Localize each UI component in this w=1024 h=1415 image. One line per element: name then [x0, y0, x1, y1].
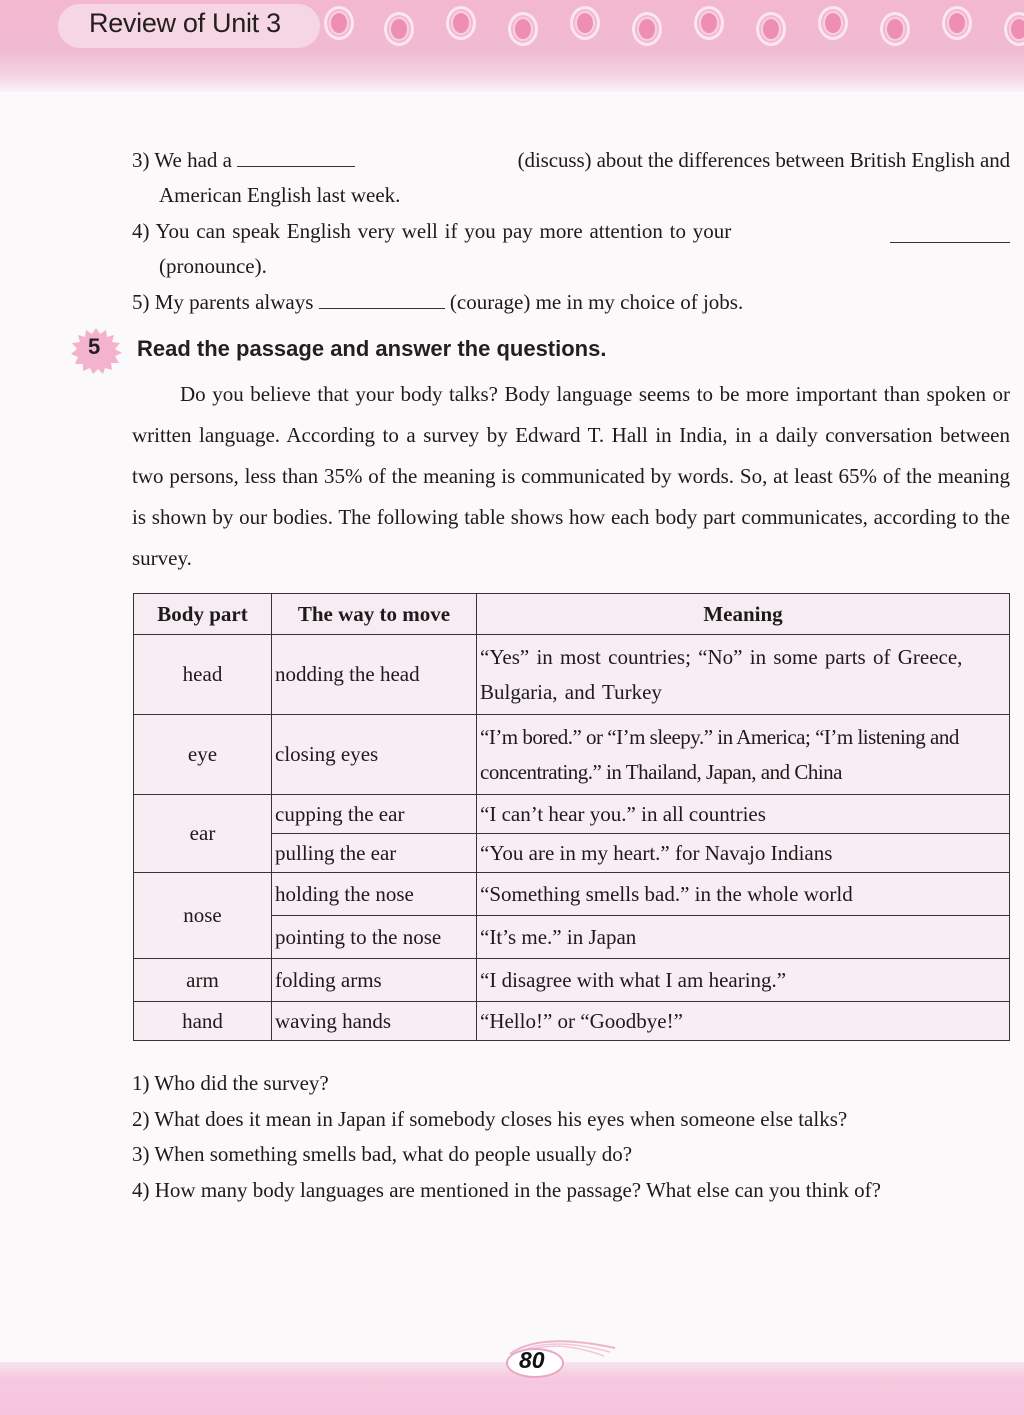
meaning-cell: “You are in my heart.” for Navajo Indians	[477, 834, 1010, 873]
section-number: 5	[88, 334, 101, 359]
concentric-ring-icon	[942, 6, 972, 40]
concentric-ring-icon	[570, 6, 600, 40]
body-part-cell: head	[134, 635, 272, 715]
meaning-cell: “Yes” in most countries; “No” in some parts of Greece, Bulgaria, and Turkey	[477, 635, 1010, 715]
table-row	[134, 795, 1010, 834]
table-row	[134, 1002, 1010, 1041]
table-row	[134, 715, 1010, 795]
body-part-cell: arm	[134, 959, 272, 1002]
concentric-ring-icon	[1004, 12, 1024, 46]
exercise-item-5: 5) My parents always (courage) me in my choice of jobs.	[132, 290, 744, 314]
table-header-row	[134, 594, 1010, 635]
page-number: 80	[519, 1347, 545, 1373]
question-item: 2) What does it mean in Japan if somebody closes his eyes when someone else talks?	[132, 1106, 848, 1131]
concentric-ring-icon	[818, 6, 848, 40]
movement-cell: waving hands	[272, 1002, 477, 1041]
unit-title: Review of Unit 3	[89, 8, 281, 38]
unit-header-band	[0, 0, 1024, 92]
body-part-cell: eye	[134, 715, 272, 795]
concentric-ring-icon	[446, 6, 476, 40]
meaning-cell: “I can’t hear you.” in all countries	[477, 795, 1010, 834]
column-header: Meaning	[477, 594, 1010, 635]
table-row	[134, 959, 1010, 1002]
movement-cell: holding the nose	[272, 873, 477, 916]
column-header: Body part	[134, 594, 272, 635]
concentric-ring-icon	[384, 12, 414, 46]
meaning-cell: “Something smells bad.” in the whole world	[477, 873, 1010, 916]
concentric-ring-icon	[632, 12, 662, 46]
movement-cell: pulling the ear	[272, 834, 477, 873]
body-part-cell: nose	[134, 873, 272, 959]
question-item: 1) Who did the survey?	[132, 1071, 329, 1095]
body-part-cell: ear	[134, 795, 272, 873]
section-title: Read the passage and answer the questions.	[137, 336, 607, 361]
movement-cell: cupping the ear	[272, 795, 477, 834]
meaning-cell: “Hello!” or “Goodbye!”	[477, 1002, 1010, 1041]
question-list	[132, 1066, 881, 1208]
meaning-cell: “I’m bored.” or “I’m sleepy.” in America; “I’m listening and concentrating.” in Thailand, Japan, and China	[477, 715, 1010, 795]
meaning-cell: “It’s me.” in Japan	[477, 916, 1010, 959]
answer-blank[interactable]	[319, 307, 445, 309]
movement-cell: nodding the head	[272, 635, 477, 715]
answer-blank[interactable]	[237, 165, 355, 167]
exercise-item-3: 3) We had a (discuss) about the differences between British English and American English last week.	[132, 148, 1010, 207]
reading-passage: Do you believe that your body talks? Body language seems to be more important than spoken or written language. According to a survey by Edward T. Hall in India, in a daily conversation between two persons, less than 35% of the meaning is communicated by words. So, at least 65% of the meaning is shown by our bodies. The following table shows how each body part communicates, according to the survey.	[132, 382, 1010, 570]
body-part-cell: hand	[134, 1002, 272, 1041]
column-header: The way to move	[272, 594, 477, 635]
body-language-table	[133, 593, 1010, 1041]
concentric-ring-icon	[880, 12, 910, 46]
concentric-ring-icon	[756, 12, 786, 46]
table-row	[134, 635, 1010, 715]
concentric-ring-icon	[508, 12, 538, 46]
concentric-ring-icon	[324, 6, 354, 40]
decorative-rings	[322, 6, 1024, 50]
movement-cell: closing eyes	[272, 715, 477, 795]
movement-cell: folding arms	[272, 959, 477, 1002]
meaning-cell: “I disagree with what I am hearing.”	[477, 959, 1010, 1002]
concentric-ring-icon	[694, 6, 724, 40]
answer-blank[interactable]	[890, 241, 1010, 243]
movement-cell: pointing to the nose	[272, 916, 477, 959]
exercise-item-4: 4) You can speak English very well if you pay more attention to your (pronounce).	[132, 214, 1010, 284]
table-row	[134, 873, 1010, 916]
question-item: 4) How many body languages are mentioned in the passage? What else can you think of?	[132, 1177, 881, 1202]
question-item: 3) When something smells bad, what do people usually do?	[132, 1142, 633, 1166]
